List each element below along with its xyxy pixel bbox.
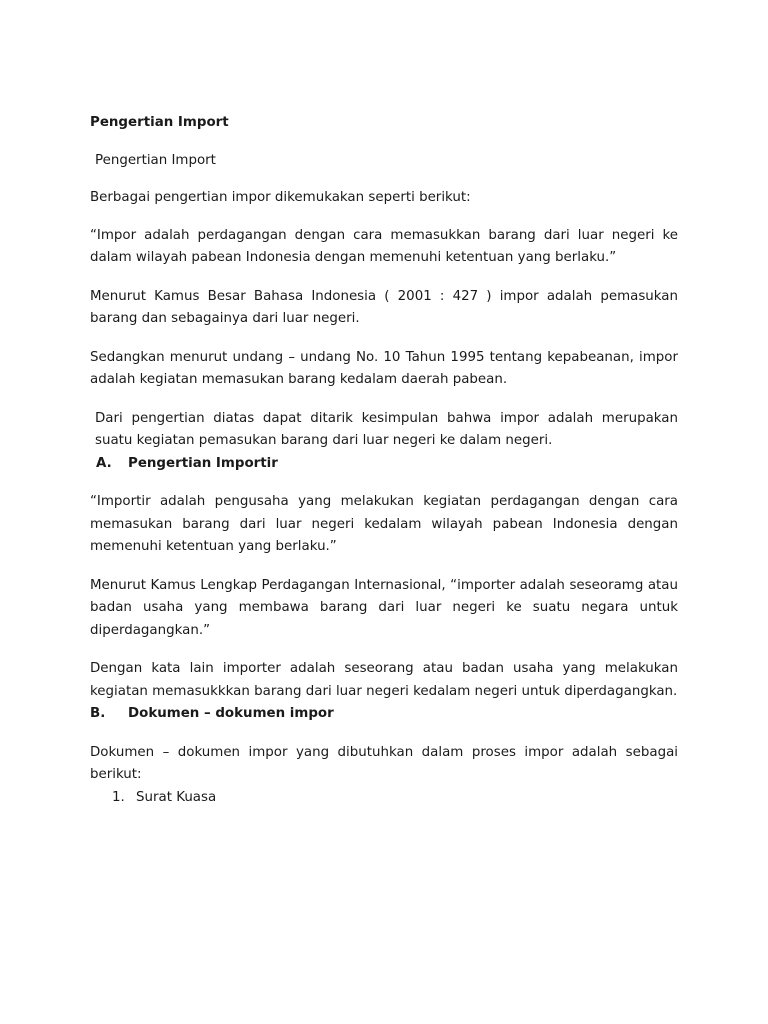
section-b-title: Dokumen – dokumen impor	[128, 706, 334, 721]
section-a-paragraph: Menurut Kamus Lengkap Perdagangan Internasional, “importer adalah seseoramg atau badan usaha yang membawa barang dari luar negeri ke suatu negara untuk diperdagangkan.”	[90, 577, 678, 638]
intro-paragraph: Berbagai pengertian impor dikemukakan seperti berikut:	[90, 190, 471, 205]
section-a-title: Pengertian Importir	[128, 455, 278, 471]
intro-paragraph: “Impor adalah perdagangan dengan cara memasukkan barang dari luar negeri ke dalam wilayah pabean Indonesia dengan memenuhi ketentuan yang berlaku.”	[90, 227, 678, 265]
list-item-text: Surat Kuasa	[136, 789, 217, 805]
section-a-letter: A.	[96, 455, 112, 471]
section-b-heading	[90, 703, 678, 726]
document-subtitle: Pengertian Import	[95, 152, 216, 168]
list-item	[90, 787, 678, 810]
intro-paragraph: Menurut Kamus Besar Bahasa Indonesia ( 2001 : 427 ) impor adalah pemasukan barang dan sebagainya dari luar negeri.	[90, 288, 678, 326]
intro-paragraph: Dari pengertian diatas dapat ditarik kesimpulan bahwa impor adalah merupakan suatu kegiatan pemasukan barang dari luar negeri ke dalam negeri.	[95, 410, 678, 448]
intro-paragraph: Sedangkan menurut undang – undang No. 10 Tahun 1995 tentang kepabeanan, impor adalah kegiatan memasukan barang kedalam daerah pabean.	[90, 349, 678, 387]
document-title: Pengertian Import	[90, 115, 229, 130]
section-a-paragraph: Dengan kata lain importer adalah seseorang atau badan usaha yang melakukan kegiatan memasukkkan barang dari luar negeri kedalam negeri untuk diperdagangkan.	[90, 661, 678, 699]
section-b-letter: B.	[90, 706, 106, 721]
section-a-paragraph: “Importir adalah pengusaha yang melakukan kegiatan perdagangan dengan cara memasukan barang dari luar negeri kedalam wilayah pabean Indonesia dengan memenuhi ketentuan yang berlaku.”	[90, 494, 678, 554]
section-b-paragraph: Dokumen – dokumen impor yang dibutuhkan dalam proses impor adalah sebagai berikut:	[90, 744, 678, 782]
section-a-heading	[90, 453, 678, 476]
document-page	[90, 112, 678, 809]
list-item-number: 1.	[112, 789, 125, 805]
